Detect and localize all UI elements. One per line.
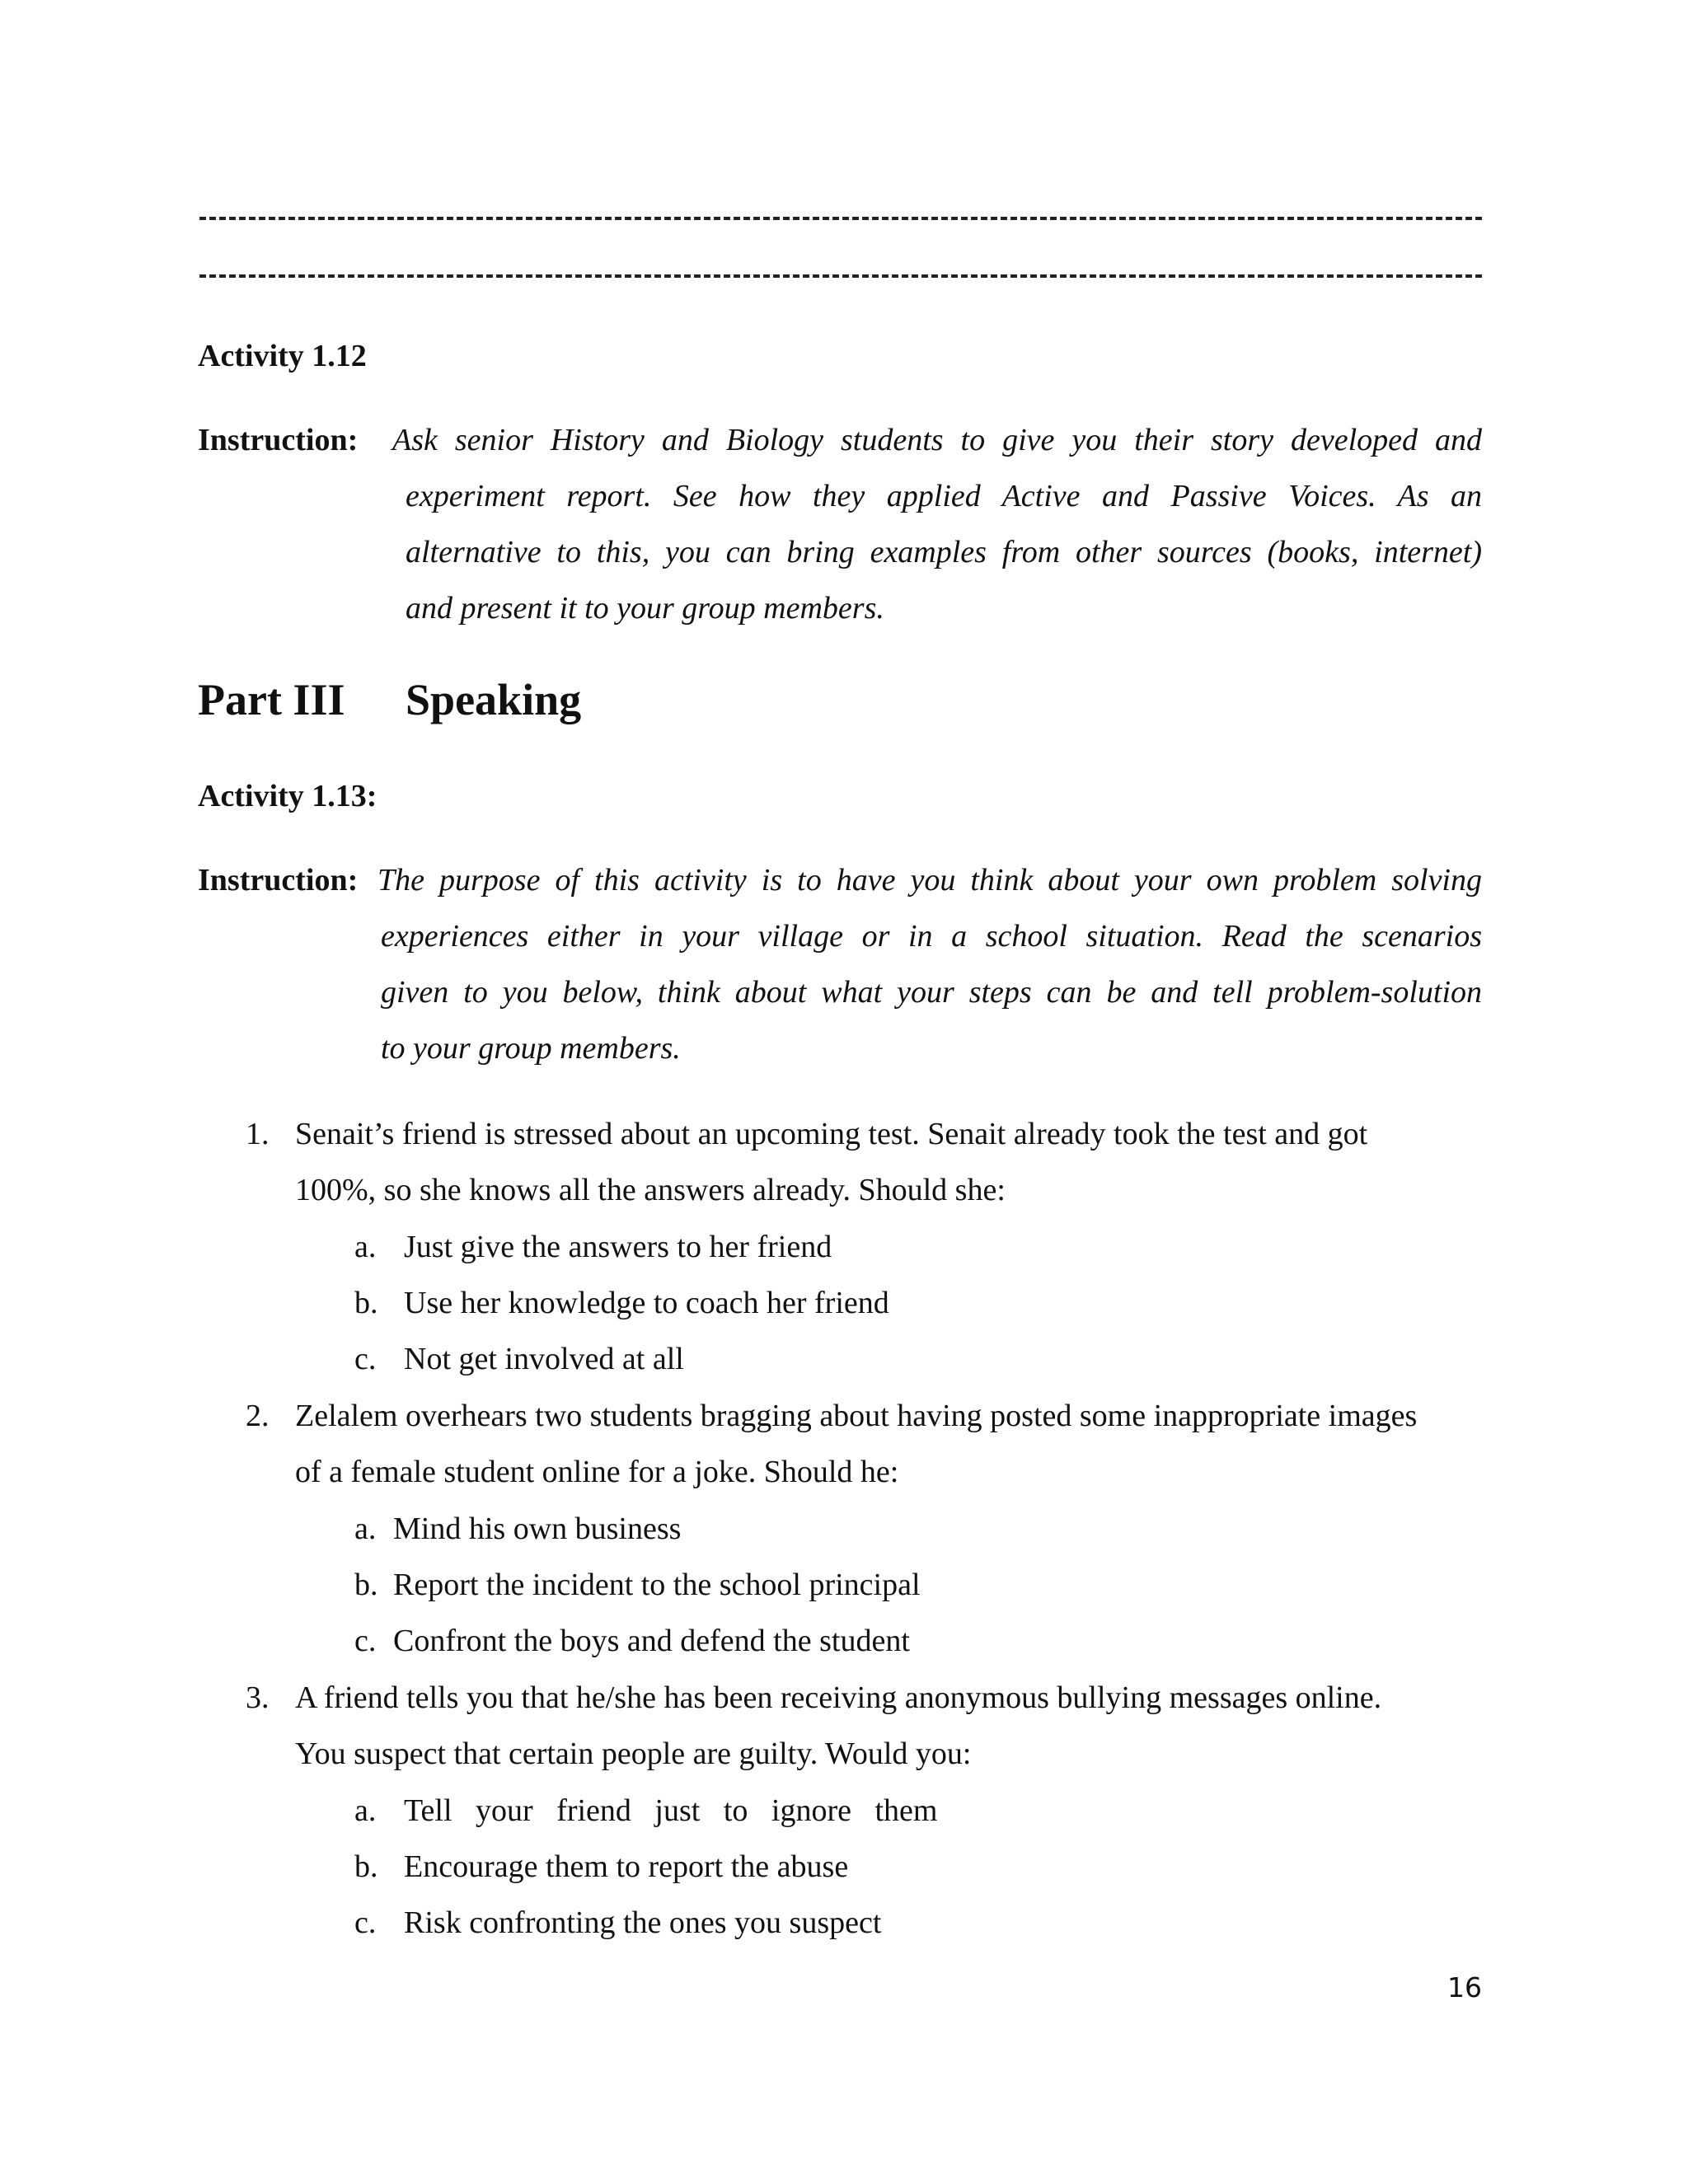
instruction-label: Instruction: bbox=[198, 423, 359, 457]
option-text: Mind his own business bbox=[393, 1511, 682, 1546]
instruction-line: to your group members. bbox=[381, 1031, 681, 1066]
option-text: Report the incident to the school principal bbox=[393, 1568, 921, 1602]
list-number: 3. bbox=[246, 1680, 270, 1715]
scenario-text: Senait’s friend is stressed about an upcoming test. Senait already took the test and got bbox=[295, 1117, 1368, 1151]
option-letter: a. bbox=[354, 1793, 377, 1828]
instruction-line: and present it to your group members. bbox=[406, 591, 884, 626]
option-text: Use her knowledge to coach her friend bbox=[404, 1286, 889, 1320]
option-text: Not get involved at all bbox=[404, 1342, 684, 1376]
page-number: 16 bbox=[1447, 1971, 1482, 2004]
option-letter: b. bbox=[354, 1568, 378, 1602]
instruction-line: The purpose of this activity is to have you think about your own problem solving bbox=[377, 863, 1482, 898]
option-letter: a. bbox=[354, 1230, 377, 1264]
option-text: Risk confronting the ones you suspect bbox=[404, 1905, 882, 1940]
option-letter: b. bbox=[354, 1286, 378, 1320]
option-text: Encourage them to report the abuse bbox=[404, 1849, 849, 1884]
activity-heading: Activity 1.12 bbox=[198, 339, 367, 373]
option-text: Just give the answers to her friend bbox=[404, 1230, 832, 1264]
scenario-text: of a female student online for a joke. Should he: bbox=[295, 1455, 899, 1489]
part-title: Speaking bbox=[406, 675, 582, 724]
option-text: Tell your friend just to ignore them bbox=[404, 1793, 938, 1828]
list-number: 1. bbox=[246, 1117, 270, 1151]
scenario-text: Zelalem overhears two students bragging about having posted some inappropriate images bbox=[295, 1399, 1418, 1433]
instruction-line: alternative to this, you can bring examples from other sources (books, internet) bbox=[406, 535, 1482, 569]
instruction-label: Instruction: bbox=[198, 863, 359, 898]
option-letter: c. bbox=[354, 1624, 377, 1658]
list-number: 2. bbox=[246, 1399, 270, 1433]
part-number: Part III bbox=[198, 675, 345, 724]
option-text: Confront the boys and defend the student bbox=[393, 1624, 910, 1658]
scenario-text: You suspect that certain people are guilty. Would you: bbox=[295, 1736, 972, 1771]
option-letter: c. bbox=[354, 1905, 377, 1940]
answer-line bbox=[199, 217, 1482, 220]
instruction-line: Ask senior History and Biology students to give you their story developed and bbox=[392, 423, 1482, 457]
scenario-text: 100%, so she knows all the answers already. Should she: bbox=[295, 1173, 1006, 1207]
instruction-line: experiment report. See how they applied Active and Passive Voices. As an bbox=[406, 479, 1482, 513]
scenario-text: A friend tells you that he/she has been receiving anonymous bullying messages online. bbox=[295, 1680, 1382, 1715]
activity-heading: Activity 1.13: bbox=[198, 779, 377, 813]
answer-line bbox=[199, 274, 1482, 278]
option-letter: b. bbox=[354, 1849, 378, 1884]
instruction-line: given to you below, think about what your steps can be and tell problem-solution bbox=[381, 975, 1482, 1010]
option-letter: a. bbox=[354, 1511, 377, 1546]
option-letter: c. bbox=[354, 1342, 377, 1376]
instruction-line: experiences either in your village or in a school situation. Read the scenarios bbox=[381, 919, 1482, 954]
